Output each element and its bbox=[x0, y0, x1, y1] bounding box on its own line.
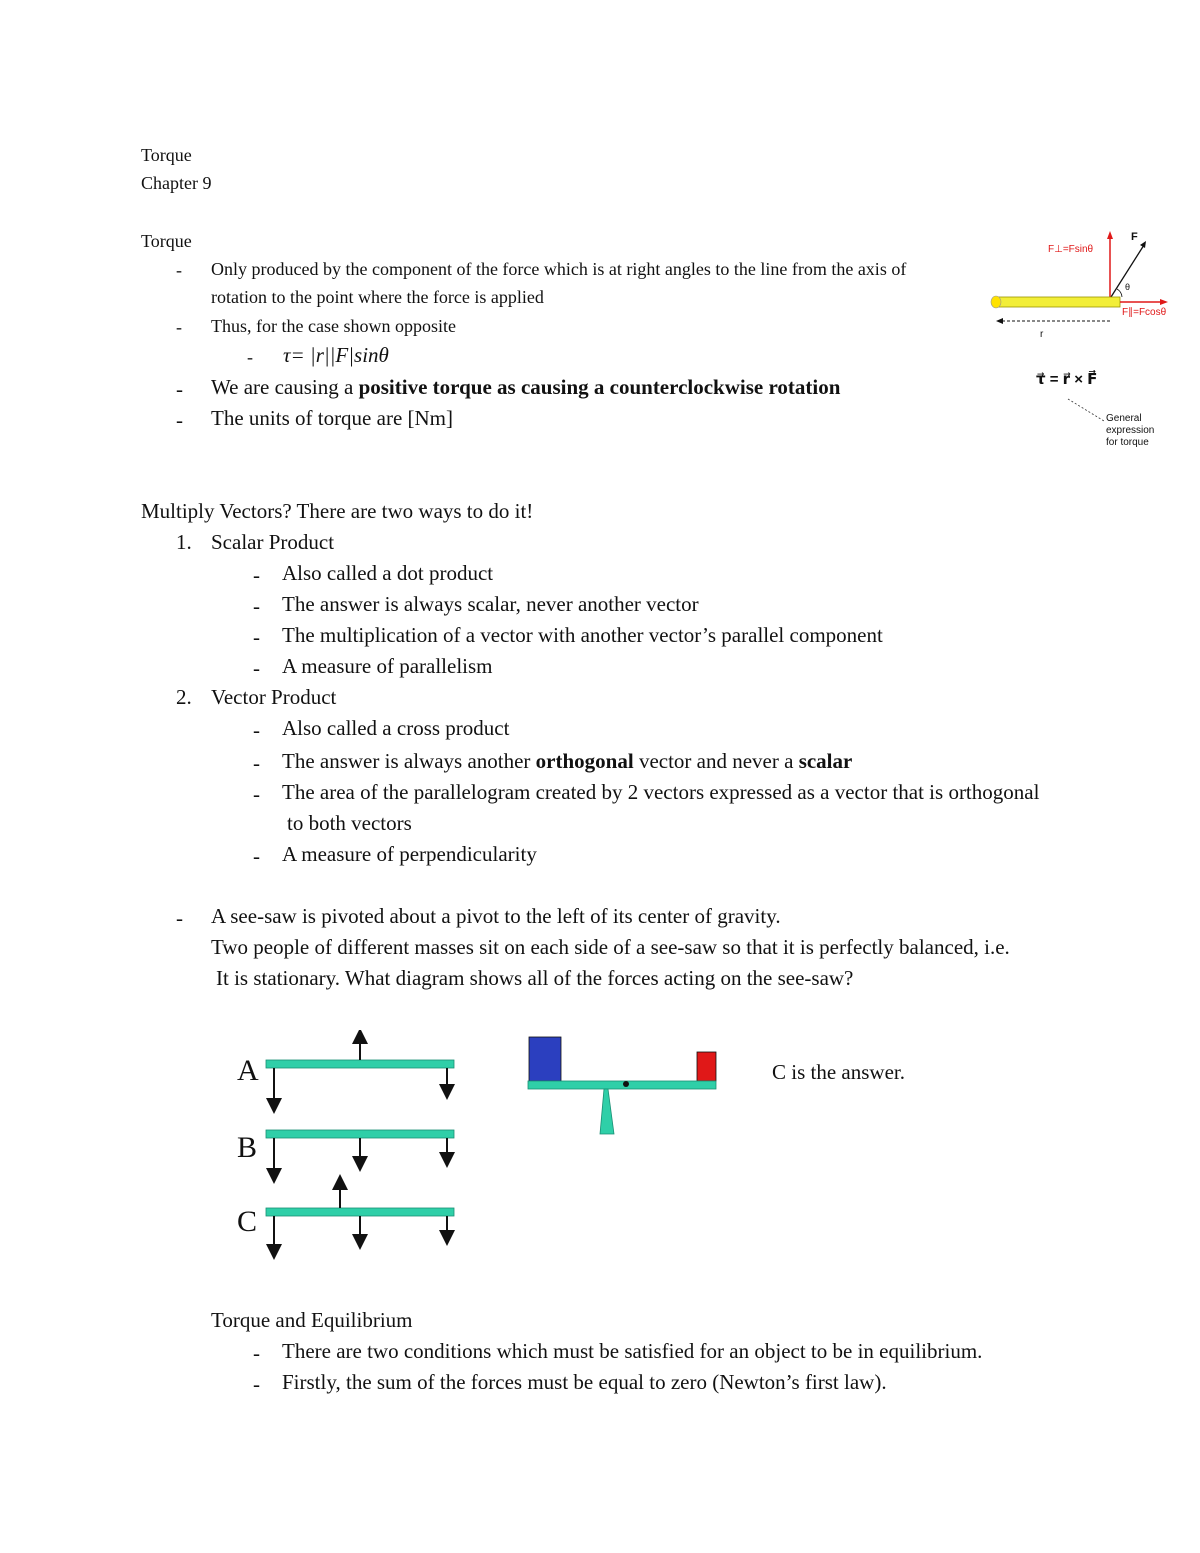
vector-item-1: Also called a cross product bbox=[282, 716, 510, 740]
parallel-force-arrowhead bbox=[1160, 299, 1168, 305]
list-number-1: 1. bbox=[176, 530, 192, 554]
option-label-a: A bbox=[237, 1054, 259, 1087]
option-label-b: B bbox=[237, 1131, 258, 1164]
equilibrium-item-2: Firstly, the sum of the forces must be equal to zero (Newton’s first law). bbox=[282, 1370, 887, 1394]
bullet-dash: - bbox=[176, 260, 182, 280]
seesaw-question-line-1: A see-saw is pivoted about a pivot to the left of its center of gravity. bbox=[211, 904, 781, 928]
right-mass bbox=[697, 1052, 716, 1081]
theta-label: θ bbox=[1125, 282, 1131, 292]
torque-bullet-1: Only produced by the component of the force which is at right angles to the line from the axis of bbox=[211, 259, 907, 279]
list-number-2: 2. bbox=[176, 685, 192, 709]
bullet-dash: - bbox=[176, 317, 182, 337]
lever-bar bbox=[994, 297, 1120, 307]
vector-item-4: A measure of perpendicularity bbox=[282, 842, 537, 866]
parallel-force-label: F∥=Fcosθ bbox=[1122, 307, 1167, 318]
bullet-dash: - bbox=[247, 347, 253, 367]
perpendicular-force-label: F⊥=Fsinθ bbox=[1048, 244, 1094, 255]
formula-pointer bbox=[1068, 399, 1104, 421]
radius-label: r bbox=[1040, 329, 1044, 340]
beam-a bbox=[266, 1060, 454, 1068]
vector-item-3: The area of the parallelogram created by 2 vectors expressed as a vector that is orthogonal bbox=[282, 780, 1040, 804]
torque-bullet-2: Thus, for the case shown opposite bbox=[211, 316, 456, 336]
bullet-dash: - bbox=[176, 408, 183, 432]
vector-item-3-cont: to both vectors bbox=[287, 811, 412, 835]
seesaw-pivot bbox=[600, 1089, 614, 1134]
seesaw-beam bbox=[528, 1081, 716, 1089]
torque-bullet-units: The units of torque are [Nm] bbox=[211, 406, 454, 430]
scalar-item-4: A measure of parallelism bbox=[282, 654, 493, 678]
force-label: F bbox=[1131, 231, 1138, 243]
torque-equation: τ= |r||F|sinθ bbox=[283, 343, 389, 367]
left-mass bbox=[529, 1037, 561, 1081]
bullet-dash: - bbox=[253, 625, 260, 649]
torque-bullet-1-cont: rotation to the point where the force is applied bbox=[211, 287, 544, 307]
beam-b bbox=[266, 1130, 454, 1138]
equilibrium-item-1: There are two conditions which must be satisfied for an object to be in equilibrium. bbox=[282, 1339, 983, 1363]
equilibrium-heading: Torque and Equilibrium bbox=[211, 1308, 413, 1332]
scalar-item-1: Also called a dot product bbox=[282, 561, 494, 585]
answer-text: C is the answer. bbox=[772, 1060, 905, 1084]
scalar-item-3: The multiplication of a vector with another vector’s parallel component bbox=[282, 623, 883, 647]
scalar-item-2: The answer is always scalar, never another vector bbox=[282, 592, 699, 616]
beam-c bbox=[266, 1208, 454, 1216]
bullet-dash: - bbox=[176, 906, 183, 930]
bullet-dash: - bbox=[176, 377, 183, 401]
torque-formula: τ⃗ = r⃗ × F⃗ bbox=[1036, 371, 1098, 388]
radius-arrowhead bbox=[996, 318, 1003, 324]
bullet-dash: - bbox=[253, 1372, 260, 1396]
bullet-dash: - bbox=[253, 844, 260, 868]
perpendicular-force-arrowhead bbox=[1107, 231, 1113, 239]
seesaw-question-line-3: It is stationary. What diagram shows all of the forces acting on the see-saw? bbox=[216, 966, 854, 990]
center-of-gravity-dot bbox=[623, 1081, 629, 1087]
pivot-point bbox=[991, 296, 1001, 308]
option-label-c: C bbox=[237, 1205, 258, 1238]
chapter-label: Chapter 9 bbox=[141, 173, 212, 193]
torque-bullet-positive: We are causing a positive torque as causing a counterclockwise rotation bbox=[211, 375, 841, 399]
seesaw-illustration bbox=[520, 1030, 730, 1140]
bullet-dash: - bbox=[253, 1341, 260, 1365]
vector-item-2: The answer is always another orthogonal vector and never a scalar bbox=[282, 749, 853, 773]
torque-heading: Torque bbox=[141, 231, 192, 251]
bullet-dash: - bbox=[253, 751, 260, 775]
angle-arc bbox=[1117, 289, 1122, 297]
document-title: Torque bbox=[141, 145, 192, 165]
bullet-dash: - bbox=[253, 563, 260, 587]
bullet-dash: - bbox=[253, 594, 260, 618]
bullet-dash: - bbox=[253, 782, 260, 806]
scalar-product-title: Scalar Product bbox=[211, 530, 335, 554]
vectors-intro: Multiply Vectors? There are two ways to do it! bbox=[141, 499, 534, 523]
bullet-dash: - bbox=[253, 656, 260, 680]
seesaw-question-line-2: Two people of different masses sit on each side of a see-saw so that it is perfectly balanced, i.e. bbox=[211, 935, 1010, 959]
force-diagrams bbox=[260, 1030, 460, 1260]
bullet-dash: - bbox=[253, 718, 260, 742]
formula-note: General expression for torque bbox=[1106, 413, 1155, 448]
vector-product-title: Vector Product bbox=[211, 685, 337, 709]
